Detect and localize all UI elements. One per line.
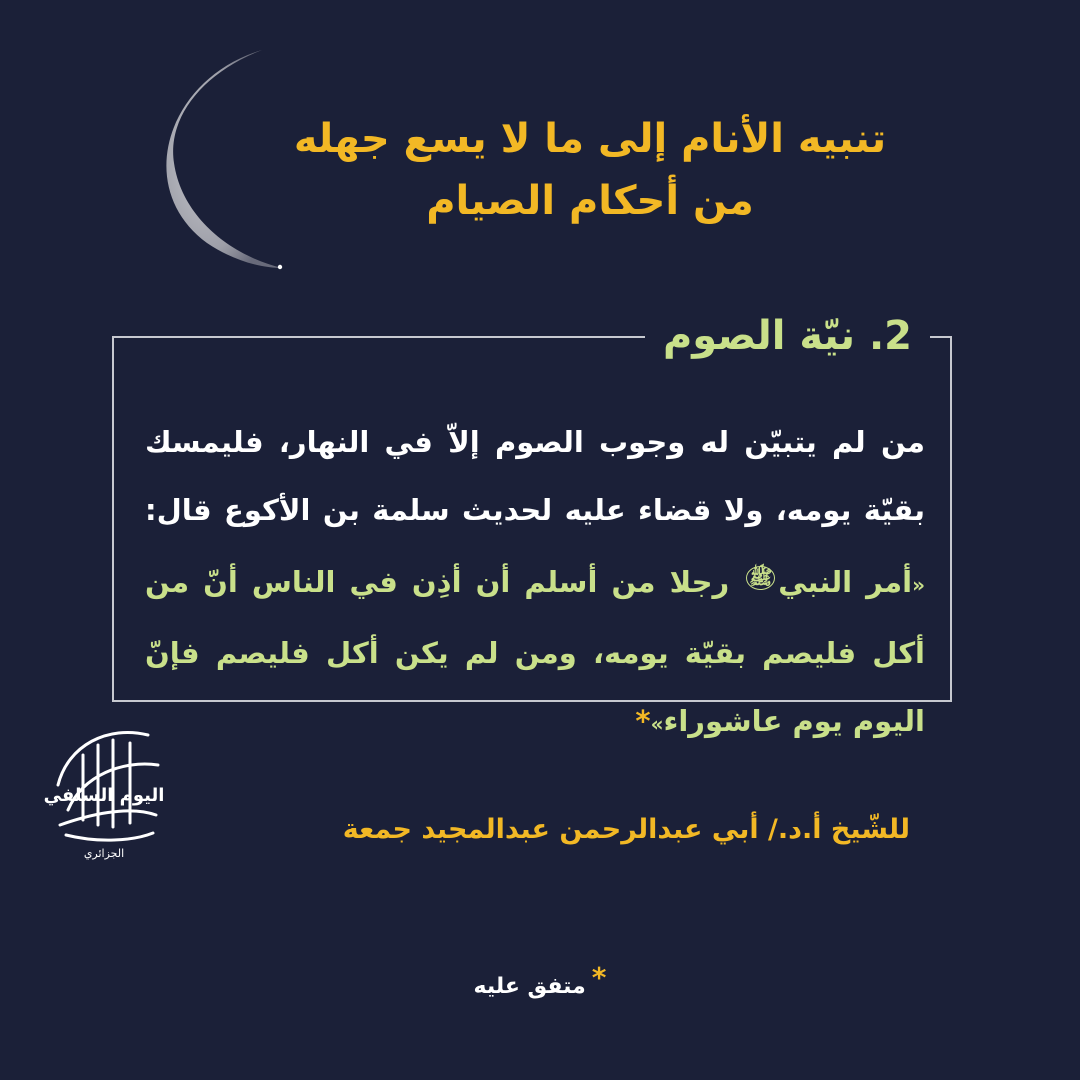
quote-close-mark: » — [650, 712, 664, 736]
section-heading: 2. نيّة الصوم — [645, 306, 930, 366]
body-intro: من لم يتبيّن له وجوب الصوم إلاّ في النهار، فليمسك بقيّة يومه، ولا قضاء عليه لحديث سلمة بن الأكوع قال: — [145, 425, 925, 527]
quote-open-mark: « — [912, 573, 925, 597]
logo-sub-text: الجزائري — [83, 847, 125, 860]
title-line-2: من أحكام الصيام — [426, 178, 754, 224]
salutation-icon: ﷺ — [746, 566, 775, 590]
hadith-part-2: رجلا من أسلم أن أذِن في الناس أنّ من أكل فليصم بقيّة يومه، ومن لم يكن أكل فليصم فإنّ اليوم يوم عاشوراء — [145, 565, 925, 738]
page-title — [230, 108, 950, 232]
footnote — [340, 958, 740, 1007]
footnote-star: * — [591, 961, 607, 994]
footnote-text: متفق عليه — [473, 974, 586, 999]
body-footnote-marker: * — [635, 704, 651, 738]
hadith-part-1: أمر النبي — [778, 565, 913, 599]
calligraphy-logo-icon — [38, 715, 170, 865]
logo-main-text: اليوم السلفي — [43, 785, 165, 806]
body-paragraph — [145, 408, 925, 758]
author-credit: للشّيخ أ.د./ أبي عبدالرحمن عبدالمجيد جمعة — [342, 814, 910, 845]
title-line-1: تنبيه الأنام إلى ما لا يسع جهله — [293, 116, 887, 162]
